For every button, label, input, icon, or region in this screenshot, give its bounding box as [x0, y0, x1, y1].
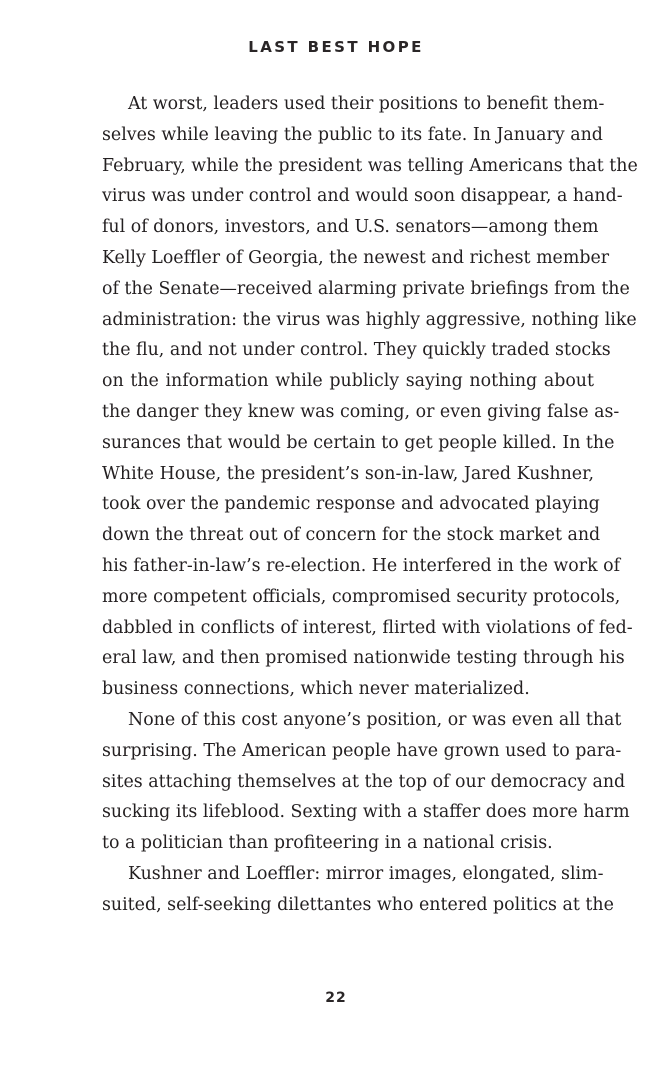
text-line: virus was under control and would soon disappear, a hand- [102, 186, 623, 207]
text-line: of the Senate—received alarming private briefings from the [102, 278, 630, 299]
text-line: At worst, leaders used their positions to benefit them- [128, 94, 605, 114]
text-line: None of this cost anyone’s position, or was even all that [128, 709, 622, 730]
text-line: his father-in-law’s re-election. He interfered in the work of [102, 555, 621, 576]
text-line: on the information while publicly saying nothing about [102, 371, 594, 392]
text-line: administration: the virus was highly aggressive, nothing like [102, 309, 637, 330]
text-line: selves while leaving the public to its fate. In January and [102, 124, 603, 145]
text-line: Kelly Loeffler of Georgia, the newest and richest member [102, 247, 610, 268]
body-text [102, 89, 638, 921]
text-line: took over the pandemic response and advocated playing [102, 494, 600, 515]
text-line: the flu, and not under control. They quickly traded stocks [102, 340, 611, 361]
text-line: suited, self-seeking dilettantes who entered politics at the [102, 894, 614, 915]
text-line: surances that would be certain to get people killed. In the [102, 432, 615, 453]
text-line: February, while the president was telling Americans that the [102, 155, 638, 176]
running-head: LAST BEST HOPE [248, 38, 424, 56]
text-line: eral law, and then promised nationwide testing through his [102, 648, 625, 669]
text-line: Kushner and Loeffler: mirror images, elongated, slim- [128, 863, 604, 884]
text-line: the danger they knew was coming, or even giving false as- [102, 401, 620, 422]
text-line: sites attaching themselves at the top of our democracy and [102, 771, 626, 792]
text-line: sucking its lifeblood. Sexting with a staffer does more harm [102, 802, 630, 823]
text-line: surprising. The American people have grown used to para- [102, 740, 622, 761]
text-line: White House, the president’s son-in-law, Jared Kushner, [102, 463, 594, 484]
text-line: more competent officials, compromised security protocols, [102, 586, 621, 607]
text-line: down the threat out of concern for the stock market and [102, 525, 601, 546]
text-line: ful of donors, investors, and U.S. senators—among them [102, 217, 599, 238]
text-line: dabbled in conflicts of interest, flirted with violations of fed- [102, 617, 633, 638]
text-line: to a politician than profiteering in a national crisis. [102, 833, 553, 854]
text-line: business connections, which never materialized. [102, 679, 530, 700]
page-number: 22 [325, 990, 347, 1006]
